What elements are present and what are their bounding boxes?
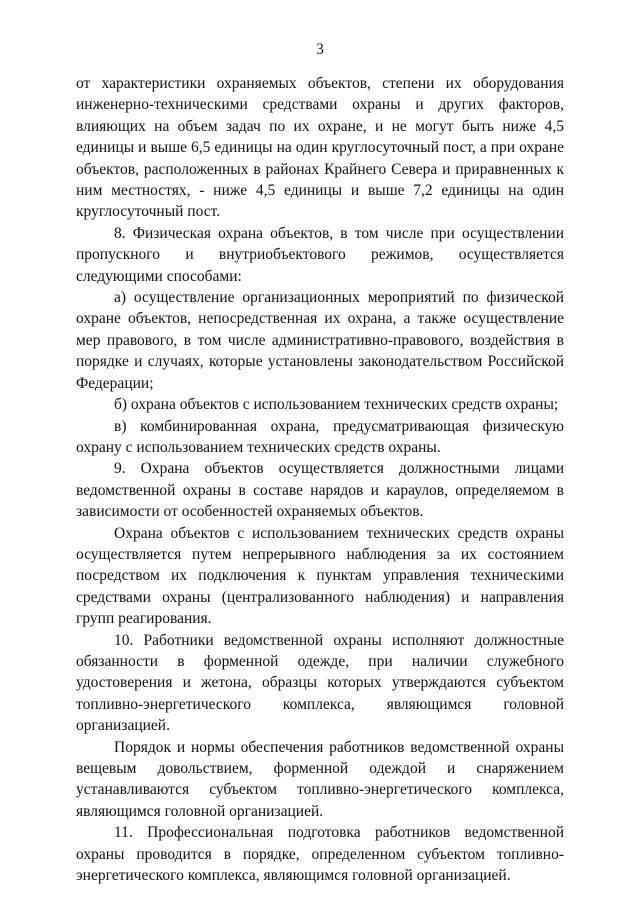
- paragraph-item-11: 11. Профессиональная подготовка работников ведомственной охраны проводится в порядке, определенном субъектом топливно-энергетического комплекса, являющимся головной организацией.: [76, 824, 564, 885]
- paragraph-subitem-v: в) комбинированная охрана, предусматривающая физическую охрану с использованием технических средств охраны.: [76, 417, 564, 456]
- page-number: 3: [316, 41, 324, 58]
- paragraph-item-10: 10. Работники ведомственной охраны исполняют должностные обязанности в форменной одежде, при наличии служебного удостоверения и жетона, образцы которых утверждаются субъектом топливно-энергетического комплекса, являющимся головной организацией.: [76, 631, 564, 735]
- paragraph-continuation: от характеристики охраняемых объектов, степени их оборудования инженерно-техническими средствами охраны и других факторов, влияющих на объем задач по их охране, и не могут быть ниже 4,5 единицы и выше 6,5 единицы на один круглосуточный пост, а при охране объектов, расположенных в районах Крайнего Севера и приравненных к ним местностях, - ниже 4,5 единицы и выше 7,2 единицы на один круглосуточный пост.: [76, 75, 564, 221]
- paragraph-item-8: 8. Физическая охрана объектов, в том числе при осуществлении пропускного и внутриобъектового режимов, осуществляется следующими способами:: [76, 224, 564, 285]
- paragraph-subitem-b: б) охрана объектов с использованием технических средств охраны;: [114, 396, 559, 414]
- paragraph-item-9-continued: Охрана объектов с использованием технических средств охраны осуществляется путем непрерывного наблюдения за их состоянием посредством их подключения к пунктам управления техническими средствами охраны (централизованного наблюдения) и направления групп реагирования.: [76, 524, 564, 628]
- paragraph-item-10-continued: Порядок и нормы обеспечения работников ведомственной охраны вещевым довольствием, форменной одеждой и снаряжением устанавливаются субъектом топливно-энергетического комплекса, являющимся головной организацией.: [76, 738, 564, 820]
- document-body: [76, 73, 564, 886]
- paragraph-item-9: 9. Охрана объектов осуществляется должностными лицами ведомственной охраны в составе нарядов и караулов, определяемом в зависимости от особенностей охраняемых объектов.: [76, 460, 564, 521]
- paragraph-subitem-a: а) осуществление организационных мероприятий по физической охране объектов, непосредственная их охрана, а также осуществление мер правового, в том числе административно-правового, воздействия в порядке и случаях, которые установлены законодательством Российской Федерации;: [76, 289, 564, 392]
